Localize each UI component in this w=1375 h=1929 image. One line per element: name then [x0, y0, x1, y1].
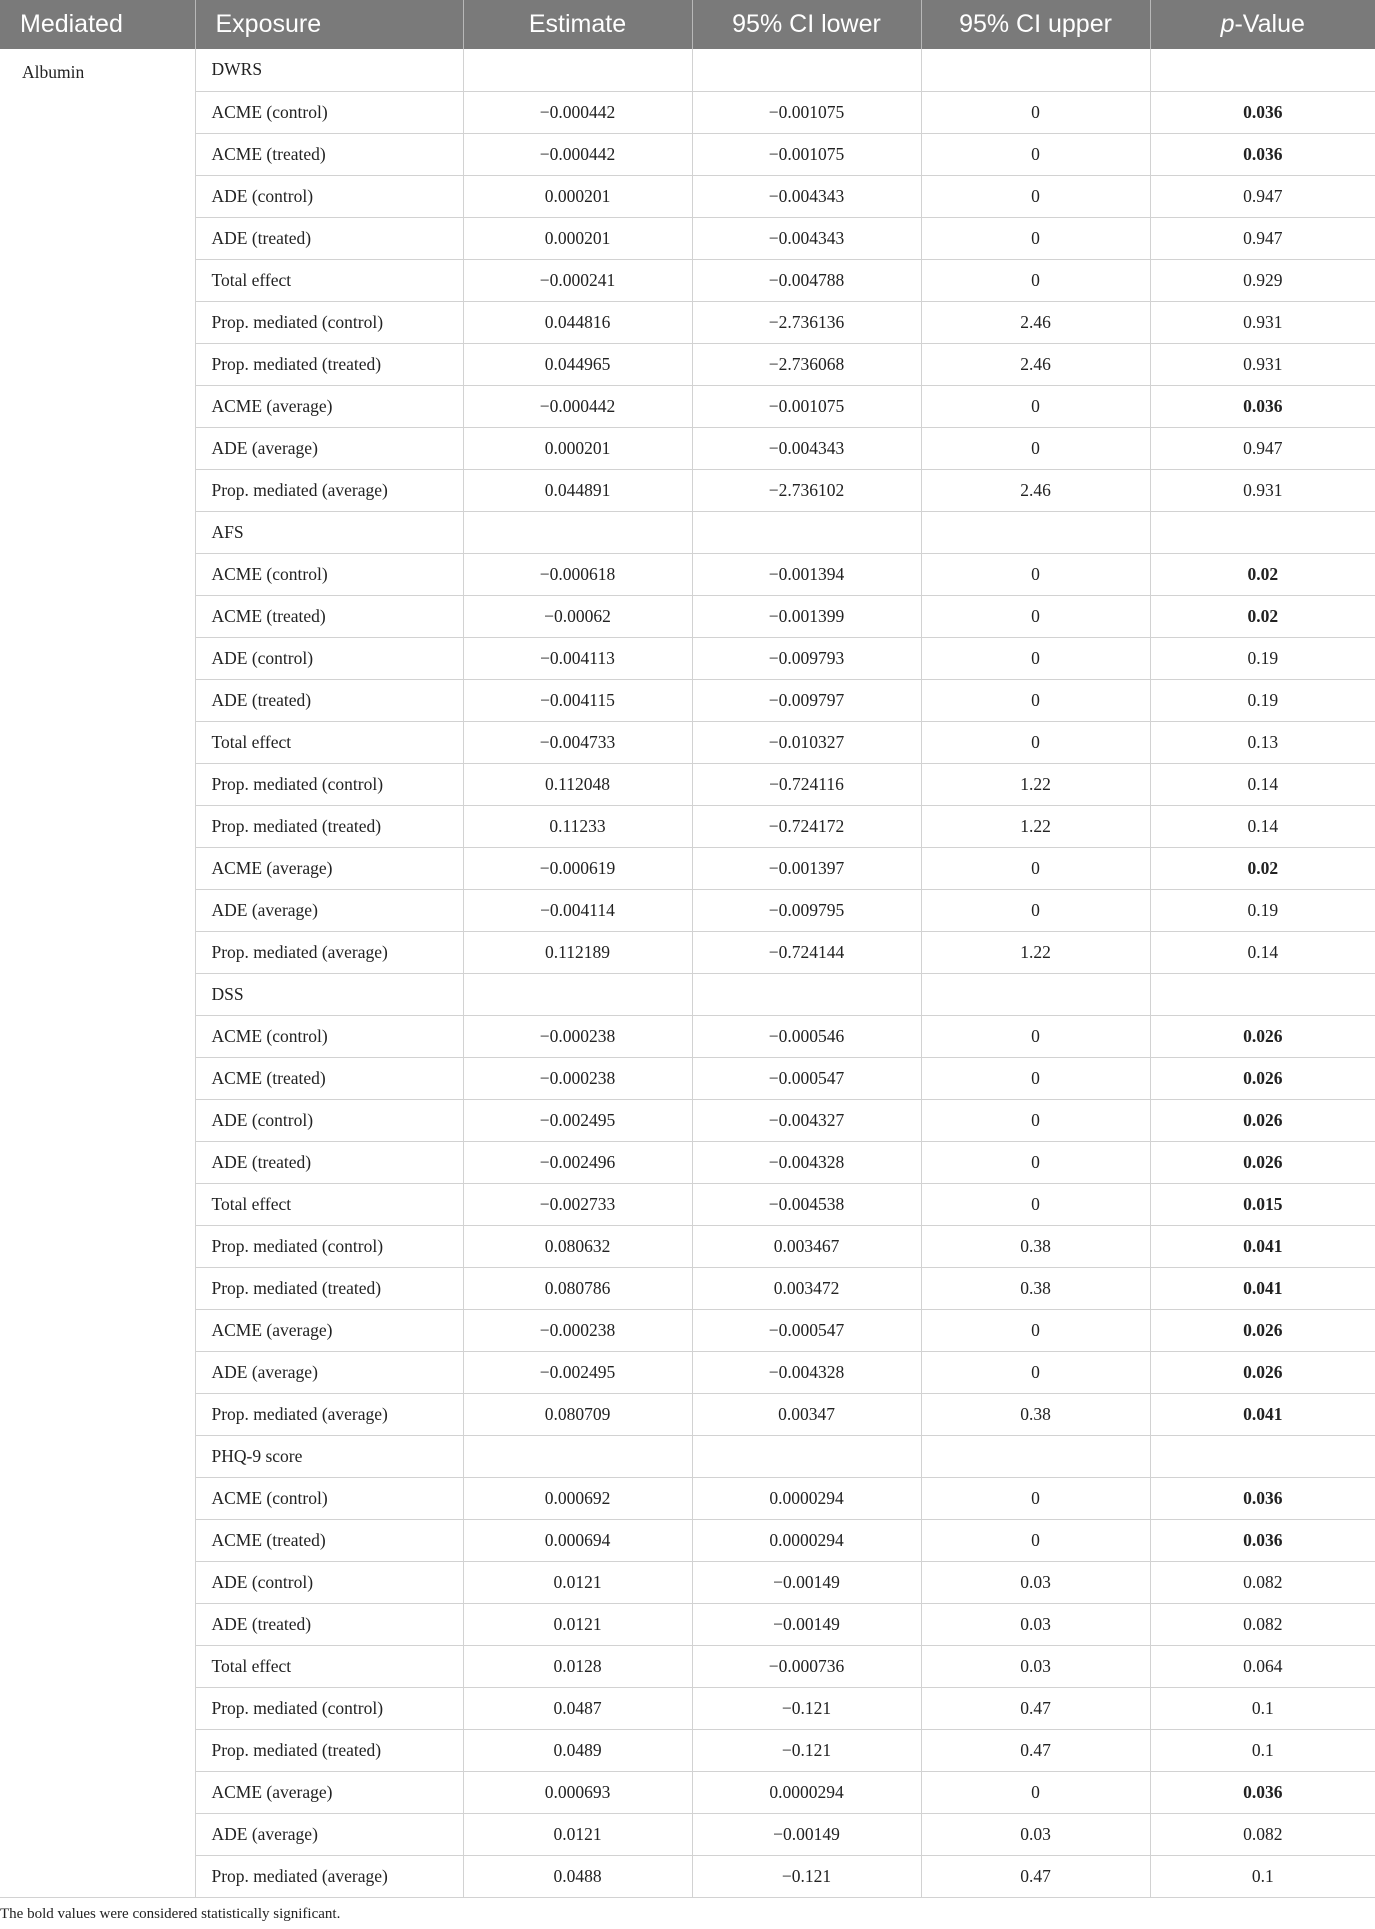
- effect-label: ADE (treated): [195, 1141, 463, 1183]
- ci-lower-cell: −0.00149: [692, 1561, 921, 1603]
- effect-label: Prop. mediated (control): [195, 1687, 463, 1729]
- ci-lower-cell: −2.736136: [692, 301, 921, 343]
- p-value-cell: 0.1: [1150, 1729, 1375, 1771]
- table-row: [0, 1183, 1375, 1225]
- p-value-cell: 0.947: [1150, 175, 1375, 217]
- estimate-cell: −0.00062: [463, 595, 692, 637]
- effect-label: ADE (average): [195, 427, 463, 469]
- table-row: [0, 721, 1375, 763]
- estimate-cell: 0.000692: [463, 1477, 692, 1519]
- estimate-cell: −0.000442: [463, 133, 692, 175]
- exposure-group-row: [0, 511, 1375, 553]
- p-value-cell: 0.041: [1150, 1393, 1375, 1435]
- table-row: [0, 1603, 1375, 1645]
- ci-lower-cell: −0.010327: [692, 721, 921, 763]
- ci-upper-cell: 0.47: [921, 1687, 1150, 1729]
- estimate-cell: 0.112048: [463, 763, 692, 805]
- ci-lower-cell: −0.004328: [692, 1351, 921, 1393]
- effect-label: Total effect: [195, 259, 463, 301]
- estimate-cell: −0.000442: [463, 385, 692, 427]
- ci-lower-cell: −0.724116: [692, 763, 921, 805]
- effect-label: ADE (treated): [195, 217, 463, 259]
- empty-cell: [463, 49, 692, 91]
- p-value-cell: 0.026: [1150, 1309, 1375, 1351]
- exposure-group-row: [0, 973, 1375, 1015]
- p-value-cell: 0.026: [1150, 1099, 1375, 1141]
- ci-upper-cell: 0: [921, 385, 1150, 427]
- p-value-cell: 0.082: [1150, 1561, 1375, 1603]
- estimate-cell: −0.004114: [463, 889, 692, 931]
- empty-cell: [1150, 511, 1375, 553]
- estimate-cell: −0.002495: [463, 1099, 692, 1141]
- table-row: [0, 427, 1375, 469]
- estimate-cell: −0.000241: [463, 259, 692, 301]
- table-row: [0, 1771, 1375, 1813]
- p-value-cell: 0.02: [1150, 595, 1375, 637]
- effect-label: ADE (treated): [195, 1603, 463, 1645]
- header-p-letter: p: [1220, 10, 1235, 38]
- table-body: [0, 49, 1375, 1897]
- empty-cell: [692, 973, 921, 1015]
- empty-cell: [463, 1435, 692, 1477]
- ci-upper-cell: 0: [921, 637, 1150, 679]
- p-value-cell: 0.02: [1150, 847, 1375, 889]
- table-row: [0, 1645, 1375, 1687]
- ci-lower-cell: 0.0000294: [692, 1771, 921, 1813]
- estimate-cell: 0.000694: [463, 1519, 692, 1561]
- table-row: [0, 1099, 1375, 1141]
- ci-lower-cell: −0.004538: [692, 1183, 921, 1225]
- ci-upper-cell: 0: [921, 1351, 1150, 1393]
- estimate-cell: −0.000238: [463, 1309, 692, 1351]
- p-value-cell: 0.14: [1150, 805, 1375, 847]
- exposure-label: AFS: [195, 511, 463, 553]
- ci-upper-cell: 1.22: [921, 805, 1150, 847]
- effect-label: Prop. mediated (control): [195, 1225, 463, 1267]
- table-row: [0, 637, 1375, 679]
- exposure-label: DSS: [195, 973, 463, 1015]
- empty-cell: [1150, 49, 1375, 91]
- empty-cell: [921, 1435, 1150, 1477]
- p-value-cell: 0.19: [1150, 679, 1375, 721]
- ci-lower-cell: −0.00149: [692, 1813, 921, 1855]
- p-value-cell: 0.026: [1150, 1351, 1375, 1393]
- table-row: [0, 553, 1375, 595]
- effect-label: ADE (average): [195, 1813, 463, 1855]
- ci-lower-cell: −0.004343: [692, 427, 921, 469]
- table-row: [0, 1057, 1375, 1099]
- effect-label: ADE (average): [195, 1351, 463, 1393]
- ci-upper-cell: 0: [921, 1141, 1150, 1183]
- table-row: [0, 1267, 1375, 1309]
- effect-label: ACME (average): [195, 1771, 463, 1813]
- estimate-cell: −0.000442: [463, 91, 692, 133]
- effect-label: Prop. mediated (average): [195, 469, 463, 511]
- ci-lower-cell: −0.724144: [692, 931, 921, 973]
- p-value-cell: 0.947: [1150, 427, 1375, 469]
- exposure-group-row: [0, 1435, 1375, 1477]
- empty-cell: [921, 49, 1150, 91]
- p-value-cell: 0.036: [1150, 133, 1375, 175]
- table-row: [0, 385, 1375, 427]
- estimate-cell: −0.000238: [463, 1015, 692, 1057]
- ci-upper-cell: 2.46: [921, 343, 1150, 385]
- ci-lower-cell: −0.001075: [692, 385, 921, 427]
- effect-label: Prop. mediated (average): [195, 931, 463, 973]
- header-p-value: [1150, 0, 1375, 49]
- table-row: [0, 1015, 1375, 1057]
- table-row: [0, 343, 1375, 385]
- estimate-cell: 0.0487: [463, 1687, 692, 1729]
- estimate-cell: −0.002496: [463, 1141, 692, 1183]
- ci-lower-cell: −0.000547: [692, 1057, 921, 1099]
- table-row: [0, 133, 1375, 175]
- p-value-cell: 0.026: [1150, 1141, 1375, 1183]
- effect-label: Total effect: [195, 1645, 463, 1687]
- header-mediated: Mediated: [0, 0, 195, 49]
- p-value-cell: 0.19: [1150, 637, 1375, 679]
- ci-upper-cell: 0.47: [921, 1729, 1150, 1771]
- effect-label: ACME (control): [195, 1477, 463, 1519]
- ci-upper-cell: 0: [921, 427, 1150, 469]
- ci-lower-cell: −0.121: [692, 1687, 921, 1729]
- table-row: [0, 1309, 1375, 1351]
- table-row: [0, 259, 1375, 301]
- effect-label: Prop. mediated (treated): [195, 805, 463, 847]
- table-row: [0, 1729, 1375, 1771]
- p-value-cell: 0.082: [1150, 1603, 1375, 1645]
- p-value-cell: 0.064: [1150, 1645, 1375, 1687]
- table-header: [0, 0, 1375, 49]
- estimate-cell: 0.080632: [463, 1225, 692, 1267]
- ci-upper-cell: 0: [921, 553, 1150, 595]
- empty-cell: [921, 511, 1150, 553]
- table-row: [0, 1225, 1375, 1267]
- exposure-label: DWRS: [195, 49, 463, 91]
- ci-upper-cell: 0: [921, 1477, 1150, 1519]
- effect-label: ACME (control): [195, 1015, 463, 1057]
- ci-upper-cell: 0: [921, 133, 1150, 175]
- table-row: [0, 91, 1375, 133]
- ci-lower-cell: −0.000547: [692, 1309, 921, 1351]
- p-value-cell: 0.026: [1150, 1015, 1375, 1057]
- estimate-cell: −0.004113: [463, 637, 692, 679]
- p-value-cell: 0.036: [1150, 1771, 1375, 1813]
- ci-upper-cell: 0: [921, 1183, 1150, 1225]
- p-value-cell: 0.931: [1150, 469, 1375, 511]
- ci-lower-cell: 0.00347: [692, 1393, 921, 1435]
- estimate-cell: 0.000201: [463, 175, 692, 217]
- table-row: [0, 469, 1375, 511]
- ci-lower-cell: −0.001397: [692, 847, 921, 889]
- ci-upper-cell: 2.46: [921, 469, 1150, 511]
- effect-label: ADE (control): [195, 637, 463, 679]
- table-row: [0, 1561, 1375, 1603]
- p-value-cell: 0.036: [1150, 91, 1375, 133]
- ci-upper-cell: 0: [921, 1015, 1150, 1057]
- table-row: [0, 763, 1375, 805]
- header-value-text: -Value: [1234, 10, 1305, 38]
- table-row: [0, 847, 1375, 889]
- effect-label: Prop. mediated (average): [195, 1393, 463, 1435]
- table-row: [0, 1393, 1375, 1435]
- table-footnote: The bold values were considered statistically significant.: [0, 1906, 341, 1922]
- ci-upper-cell: 0: [921, 91, 1150, 133]
- empty-cell: [463, 511, 692, 553]
- table-row: [0, 805, 1375, 847]
- ci-upper-cell: 0: [921, 679, 1150, 721]
- effect-label: ADE (control): [195, 1561, 463, 1603]
- p-value-cell: 0.015: [1150, 1183, 1375, 1225]
- ci-upper-cell: 0: [921, 1099, 1150, 1141]
- ci-lower-cell: 0.003467: [692, 1225, 921, 1267]
- estimate-cell: 0.044891: [463, 469, 692, 511]
- empty-cell: [692, 511, 921, 553]
- ci-lower-cell: −0.004328: [692, 1141, 921, 1183]
- empty-cell: [692, 49, 921, 91]
- effect-label: Prop. mediated (control): [195, 763, 463, 805]
- estimate-cell: 0.0489: [463, 1729, 692, 1771]
- ci-upper-cell: 1.22: [921, 931, 1150, 973]
- header-exposure: Exposure: [195, 0, 463, 49]
- estimate-cell: −0.004733: [463, 721, 692, 763]
- p-value-cell: 0.1: [1150, 1687, 1375, 1729]
- exposure-group-row: [0, 49, 1375, 91]
- ci-lower-cell: −0.001075: [692, 91, 921, 133]
- header-ci-lower: 95% CI lower: [692, 0, 921, 49]
- effect-label: ACME (treated): [195, 595, 463, 637]
- ci-upper-cell: 0: [921, 1519, 1150, 1561]
- ci-lower-cell: −0.004343: [692, 175, 921, 217]
- estimate-cell: 0.0121: [463, 1561, 692, 1603]
- ci-upper-cell: 0: [921, 595, 1150, 637]
- estimate-cell: 0.044816: [463, 301, 692, 343]
- ci-lower-cell: −0.000546: [692, 1015, 921, 1057]
- estimate-cell: 0.11233: [463, 805, 692, 847]
- ci-upper-cell: 0: [921, 217, 1150, 259]
- table-row: [0, 1855, 1375, 1897]
- ci-lower-cell: −0.004343: [692, 217, 921, 259]
- effect-label: ACME (average): [195, 385, 463, 427]
- ci-lower-cell: −0.121: [692, 1729, 921, 1771]
- estimate-cell: −0.004115: [463, 679, 692, 721]
- ci-lower-cell: −0.000736: [692, 1645, 921, 1687]
- p-value-cell: 0.947: [1150, 217, 1375, 259]
- ci-upper-cell: 0.38: [921, 1267, 1150, 1309]
- p-value-cell: 0.931: [1150, 343, 1375, 385]
- ci-lower-cell: −0.009795: [692, 889, 921, 931]
- ci-upper-cell: 0: [921, 259, 1150, 301]
- ci-upper-cell: 0.38: [921, 1393, 1150, 1435]
- estimate-cell: −0.000619: [463, 847, 692, 889]
- p-value-cell: 0.026: [1150, 1057, 1375, 1099]
- table-row: [0, 679, 1375, 721]
- ci-lower-cell: −0.009797: [692, 679, 921, 721]
- estimate-cell: 0.000201: [463, 217, 692, 259]
- effect-label: ADE (treated): [195, 679, 463, 721]
- table-row: [0, 1813, 1375, 1855]
- effect-label: Prop. mediated (treated): [195, 1267, 463, 1309]
- ci-upper-cell: 0: [921, 1309, 1150, 1351]
- p-value-cell: 0.02: [1150, 553, 1375, 595]
- table-row: [0, 595, 1375, 637]
- effect-label: ACME (treated): [195, 1519, 463, 1561]
- ci-lower-cell: −0.001394: [692, 553, 921, 595]
- effect-label: ADE (control): [195, 1099, 463, 1141]
- estimate-cell: −0.000238: [463, 1057, 692, 1099]
- estimate-cell: −0.002495: [463, 1351, 692, 1393]
- table-row: [0, 1477, 1375, 1519]
- header-estimate: Estimate: [463, 0, 692, 49]
- table-row: [0, 301, 1375, 343]
- p-value-cell: 0.036: [1150, 1519, 1375, 1561]
- ci-lower-cell: −0.004788: [692, 259, 921, 301]
- p-value-cell: 0.929: [1150, 259, 1375, 301]
- estimate-cell: 0.080786: [463, 1267, 692, 1309]
- ci-lower-cell: 0.0000294: [692, 1519, 921, 1561]
- ci-lower-cell: −0.001399: [692, 595, 921, 637]
- estimate-cell: 0.0488: [463, 1855, 692, 1897]
- empty-cell: [692, 1435, 921, 1477]
- table-row: [0, 1687, 1375, 1729]
- mediated-cell: Albumin: [0, 49, 195, 1897]
- effect-label: Total effect: [195, 1183, 463, 1225]
- ci-upper-cell: 0: [921, 175, 1150, 217]
- exposure-label: PHQ-9 score: [195, 1435, 463, 1477]
- ci-lower-cell: −2.736102: [692, 469, 921, 511]
- empty-cell: [921, 973, 1150, 1015]
- estimate-cell: 0.112189: [463, 931, 692, 973]
- empty-cell: [1150, 973, 1375, 1015]
- estimate-cell: 0.080709: [463, 1393, 692, 1435]
- ci-upper-cell: 1.22: [921, 763, 1150, 805]
- ci-lower-cell: −0.00149: [692, 1603, 921, 1645]
- estimate-cell: 0.044965: [463, 343, 692, 385]
- ci-upper-cell: 0: [921, 721, 1150, 763]
- p-value-cell: 0.14: [1150, 931, 1375, 973]
- estimate-cell: −0.000618: [463, 553, 692, 595]
- ci-upper-cell: 0.47: [921, 1855, 1150, 1897]
- table-row: [0, 889, 1375, 931]
- table-row: [0, 1351, 1375, 1393]
- header-ci-upper: 95% CI upper: [921, 0, 1150, 49]
- estimate-cell: 0.0128: [463, 1645, 692, 1687]
- effect-label: Prop. mediated (average): [195, 1855, 463, 1897]
- table-row: [0, 1141, 1375, 1183]
- ci-upper-cell: 0: [921, 847, 1150, 889]
- ci-upper-cell: 2.46: [921, 301, 1150, 343]
- ci-upper-cell: 0.03: [921, 1813, 1150, 1855]
- ci-lower-cell: 0.0000294: [692, 1477, 921, 1519]
- p-value-cell: 0.14: [1150, 763, 1375, 805]
- effect-label: Total effect: [195, 721, 463, 763]
- estimate-cell: −0.002733: [463, 1183, 692, 1225]
- empty-cell: [1150, 1435, 1375, 1477]
- header-row: [0, 0, 1375, 49]
- effect-label: ADE (control): [195, 175, 463, 217]
- table-row: [0, 931, 1375, 973]
- ci-upper-cell: 0.03: [921, 1603, 1150, 1645]
- estimate-cell: 0.0121: [463, 1603, 692, 1645]
- effect-label: Prop. mediated (treated): [195, 343, 463, 385]
- table-row: [0, 1519, 1375, 1561]
- effect-label: ACME (average): [195, 847, 463, 889]
- effect-label: ADE (average): [195, 889, 463, 931]
- ci-lower-cell: −0.724172: [692, 805, 921, 847]
- estimate-cell: 0.0121: [463, 1813, 692, 1855]
- effect-label: Prop. mediated (treated): [195, 1729, 463, 1771]
- p-value-cell: 0.1: [1150, 1855, 1375, 1897]
- ci-lower-cell: −0.001075: [692, 133, 921, 175]
- ci-lower-cell: −0.121: [692, 1855, 921, 1897]
- effect-label: ACME (average): [195, 1309, 463, 1351]
- estimate-cell: 0.000201: [463, 427, 692, 469]
- ci-upper-cell: 0: [921, 1771, 1150, 1813]
- ci-lower-cell: −2.736068: [692, 343, 921, 385]
- p-value-cell: 0.041: [1150, 1267, 1375, 1309]
- table-row: [0, 175, 1375, 217]
- p-value-cell: 0.036: [1150, 1477, 1375, 1519]
- effect-label: ACME (treated): [195, 1057, 463, 1099]
- effect-label: Prop. mediated (control): [195, 301, 463, 343]
- ci-upper-cell: 0.03: [921, 1645, 1150, 1687]
- ci-lower-cell: −0.009793: [692, 637, 921, 679]
- effect-label: ACME (treated): [195, 133, 463, 175]
- p-value-cell: 0.931: [1150, 301, 1375, 343]
- empty-cell: [463, 973, 692, 1015]
- p-value-cell: 0.036: [1150, 385, 1375, 427]
- ci-lower-cell: −0.004327: [692, 1099, 921, 1141]
- ci-upper-cell: 0.03: [921, 1561, 1150, 1603]
- ci-lower-cell: 0.003472: [692, 1267, 921, 1309]
- effect-label: ACME (control): [195, 91, 463, 133]
- p-value-cell: 0.19: [1150, 889, 1375, 931]
- estimate-cell: 0.000693: [463, 1771, 692, 1813]
- ci-upper-cell: 0: [921, 889, 1150, 931]
- table-row: [0, 217, 1375, 259]
- p-value-cell: 0.082: [1150, 1813, 1375, 1855]
- ci-upper-cell: 0.38: [921, 1225, 1150, 1267]
- p-value-cell: 0.041: [1150, 1225, 1375, 1267]
- p-value-cell: 0.13: [1150, 721, 1375, 763]
- ci-upper-cell: 0: [921, 1057, 1150, 1099]
- effect-label: ACME (control): [195, 553, 463, 595]
